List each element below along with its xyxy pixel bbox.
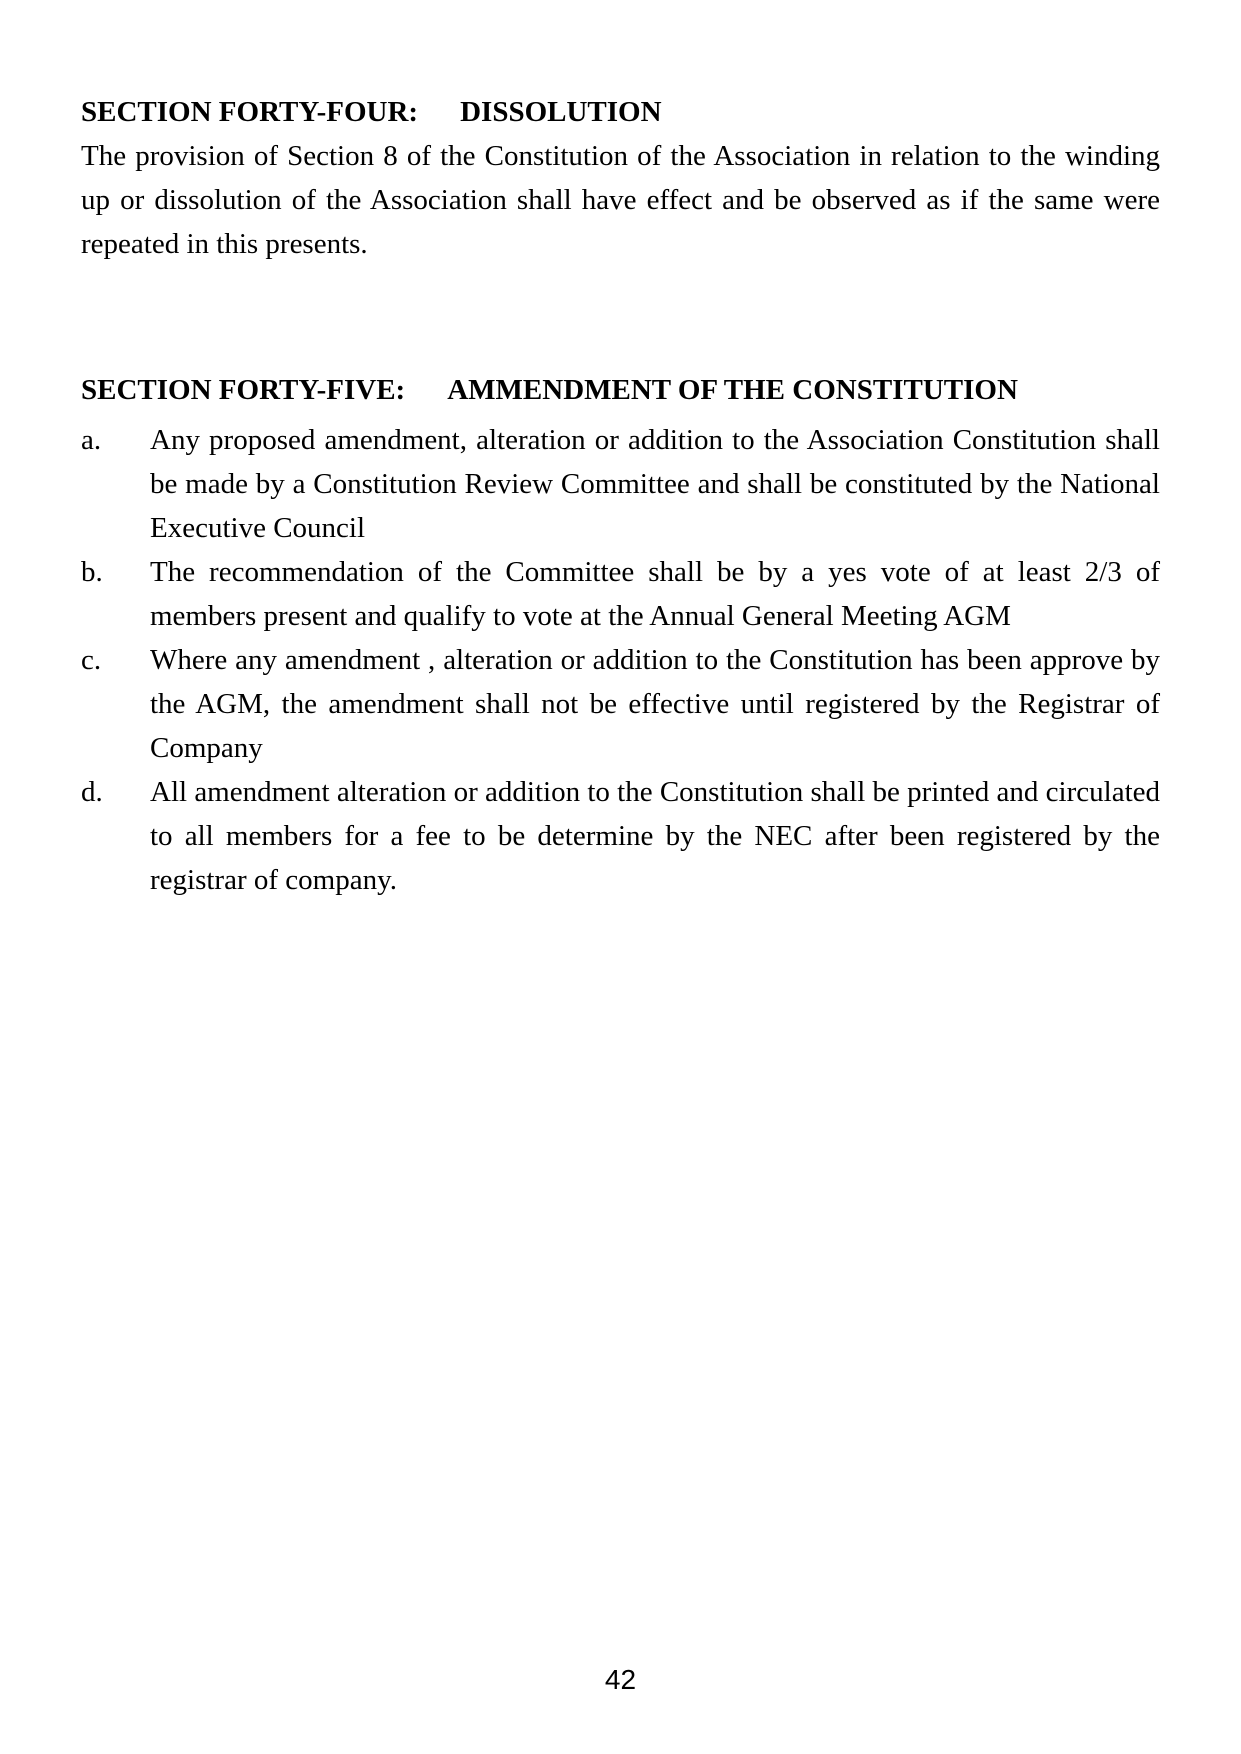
- amendment-clause-list: [81, 418, 1160, 902]
- page-number: 42: [604, 1664, 637, 1695]
- section-forty-five-heading: [81, 368, 1160, 412]
- list-item-text: Where any amendment , alteration or addition to the Constitution has been approve by the AGM, the amendment shall not be effective until registered by the Registrar of Company: [150, 644, 1160, 764]
- list-item: [81, 770, 1160, 902]
- section-forty-five-label: SECTION FORTY-FIVE:: [81, 374, 406, 406]
- section-forty-four-body: The provision of Section 8 of the Constitution of the Association in relation to the winding up or dissolution of the Association shall have effect and be observed as if the same were repeated in this presents.: [81, 140, 1160, 260]
- section-forty-four-label: SECTION FORTY-FOUR:: [81, 96, 419, 128]
- list-item-marker: b.: [81, 556, 103, 588]
- section-forty-five: [81, 368, 1160, 902]
- list-item-text: Any proposed amendment, alteration or addition to the Association Constitution shall be made by a Constitution Review Committee and shall be constituted by the National Executive Council: [150, 424, 1160, 544]
- section-forty-four-title: DISSOLUTION: [460, 96, 662, 128]
- list-item: [81, 418, 1160, 550]
- list-item: [81, 550, 1160, 638]
- list-item: [81, 638, 1160, 770]
- list-item-marker: d.: [81, 776, 103, 808]
- page-footer: [0, 1658, 1241, 1702]
- list-item-text: All amendment alteration or addition to the Constitution shall be printed and circulated to all members for a fee to be determine by the NEC after been registered by the registrar of company.: [150, 776, 1160, 896]
- list-item-marker: c.: [81, 644, 102, 676]
- list-item-text: The recommendation of the Committee shall be by a yes vote of at least 2/3 of members present and qualify to vote at the Annual General Meeting AGM: [150, 556, 1160, 632]
- list-item-marker: a.: [81, 424, 102, 456]
- section-forty-four-heading: [81, 90, 1160, 134]
- section-forty-five-title: AMMENDMENT OF THE CONSTITUTION: [447, 374, 1018, 406]
- section-forty-four: [81, 90, 1160, 266]
